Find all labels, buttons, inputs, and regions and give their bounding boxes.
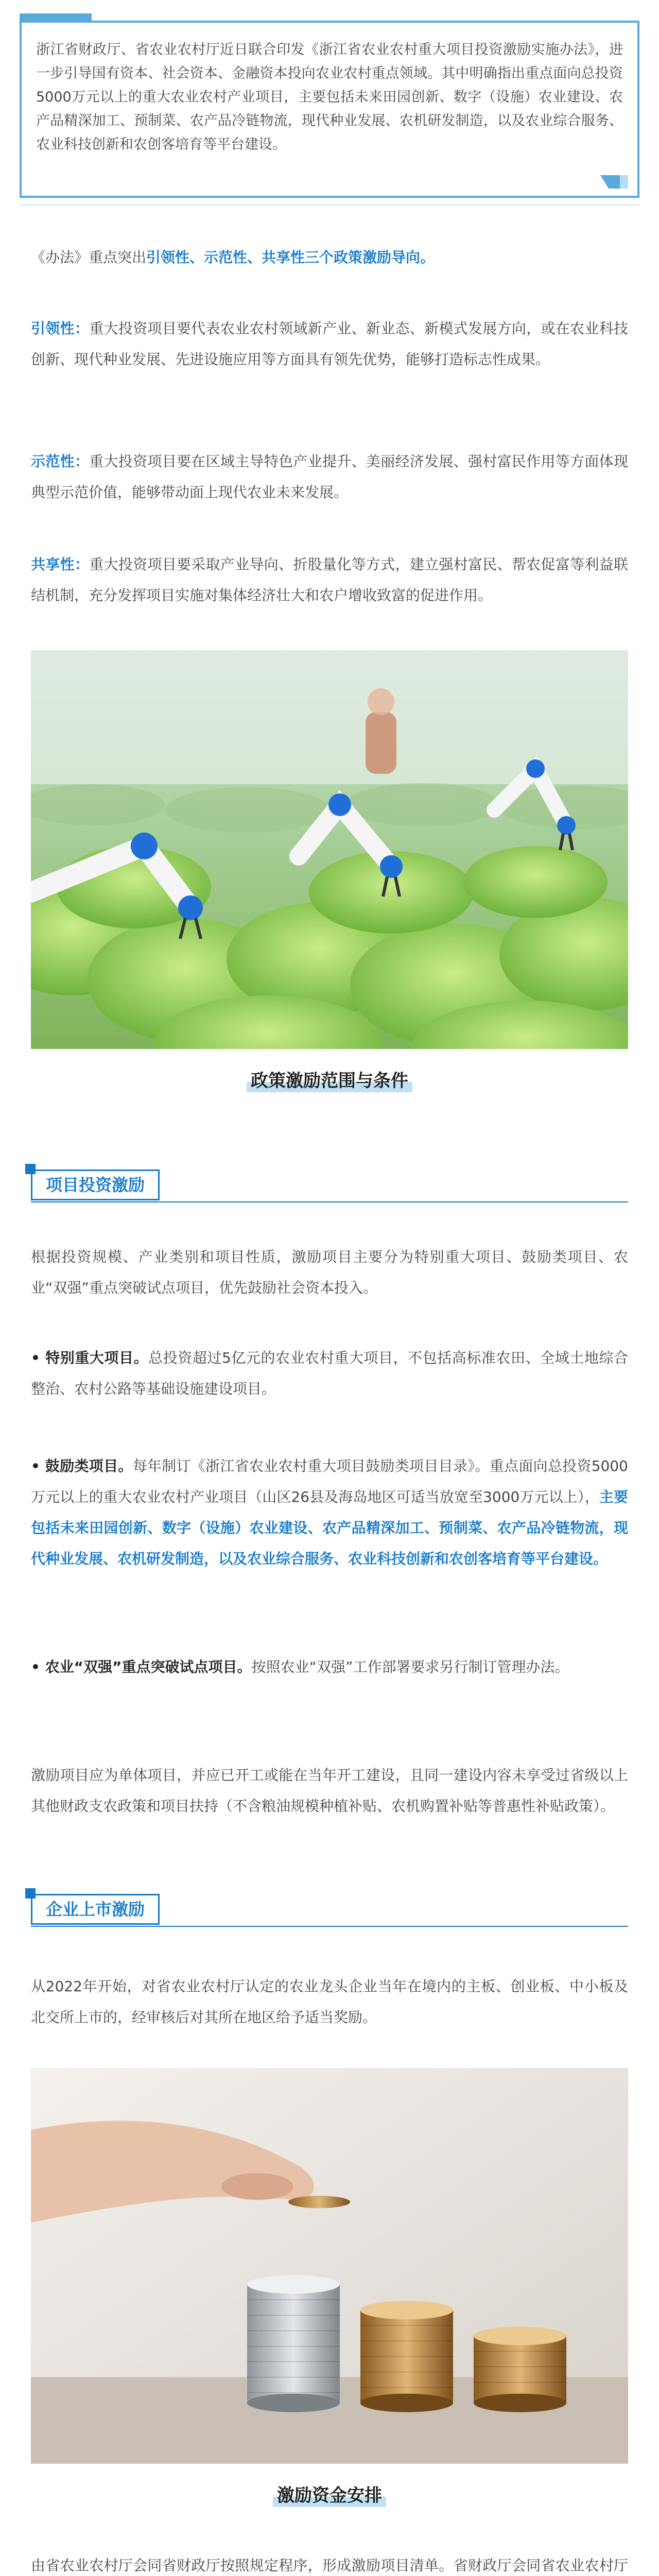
s1-intro-paragraph: 根据投资规模、产业类别和项目性质，激励项目主要分为特别重大项目、鼓励类项目、农业“双强”重点突破试点项目，优先鼓励社会资本投入。 (31, 1248, 628, 1296)
s1-major-project-label: • 特别重大项目。 (31, 1349, 149, 1366)
caption-policy-scope-text: 政策激励范围与条件 (247, 1070, 412, 1092)
greenhouse-robot-photo (31, 650, 628, 1049)
gongxiang-paragraph (31, 549, 628, 611)
shifan-paragraph (31, 446, 628, 508)
shifan-label: 示范性： (31, 453, 90, 470)
s3-list-paragraph: 由省农业农村厅会同省财政厅按照规定程序，形成激励项目清单。省财政厅会同省农业农村厅 (31, 2557, 628, 2574)
s1-encouraged-project-label: • 鼓励类项目。 (31, 1458, 133, 1475)
intro-text: 浙江省财政厅、省农业农村厅近日联合印发《浙江省农业农村重大项目投资激励实施办法》，进一步引导国有资本、社会资本、金融资本投向农业农村重点领域。其中明确指出重点面向总投资5000万元以上的重大农业农村产业项目，主要包括未来田园创新、数字（设施）农业建设、农产品精深加工、预制菜、农产品冷链物流，现代种业发展、农机研发制造，以及农业综合服务、农业科技创新和农创客培育等平台建设。 (36, 42, 623, 152)
section-title-project-investment: 项目投资激励 (31, 1170, 160, 1200)
guide-keywords: 引领性、示范性、共享性三个政策激励导向。 (146, 249, 435, 266)
section-underline (31, 1201, 628, 1202)
s1-major-project-text: 总投资超过5亿元的农业农村重大项目，不包括高标准农田、全域土地综合整治、农村公路等基础设施建设项目。 (31, 1349, 628, 1397)
s1-conditions-paragraph: 激励项目应为单体项目，并应已开工或能在当年开工建设，且同一建设内容未享受过省级以上其他财政支农政策和项目扶持（不含粮油规模种植补贴、农机购置补贴等普惠性补贴政策）。 (31, 1767, 628, 1815)
s1-dual-strong-paragraph (31, 1652, 628, 1683)
section-title-enterprise-listing: 企业上市激励 (31, 1894, 160, 1925)
s1-major-project-paragraph (31, 1343, 628, 1404)
yinling-text: 重大投资项目要代表农业农村领域新产业、新业态、新模式发展方向，或在农业科技创新、现代种业发展、先进设施应用等方面具有领先优势，能够打造标志性成果。 (31, 320, 628, 368)
caption-fund-arrangement-text: 激励资金安排 (273, 2484, 386, 2507)
guide-paragraph (31, 242, 628, 273)
s1-encouraged-project-paragraph (31, 1451, 628, 1574)
s1-encouraged-project-text: 每年制订《浙江省农业农村重大项目鼓励类项目目录》。重点面向总投资5000万元以上的重大农业农村产业项目（山区26县及海岛地区可适当放宽至3000万元以上）， (31, 1458, 628, 1505)
caption-fund-arrangement (0, 2484, 659, 2507)
caption-policy-scope (0, 1070, 659, 1092)
yinling-paragraph (31, 313, 628, 375)
gongxiang-label: 共享性： (31, 556, 90, 573)
section-underline (31, 1926, 628, 1927)
s1-encouraged-project-highlight: 主要包括未来田园创新、数字（设施）农业建设、农产品精深加工、预制菜、农产品冷链物流，现代种业发展、农机研发制造，以及农业综合服务、农业科技创新和农创客培育等平台建设。 (31, 1488, 628, 1567)
coin-stacks-photo (31, 2068, 628, 2464)
guide-prefix: 《办法》重点突出 (31, 249, 147, 266)
yinling-label: 引领性： (31, 320, 90, 337)
corner-decoration-icon (600, 175, 628, 189)
shifan-text: 重大投资项目要在区域主导特色产业提升、美丽经济发展、强村富民作用等方面体现典型示范价值，能够带动面上现代农业未来发展。 (31, 453, 628, 501)
gongxiang-text: 重大投资项目要采取产业导向、折股量化等方式，建立强村富民、帮农促富等利益联结机制，充分发挥项目实施对集体经济壮大和农户增收致富的促进作用。 (31, 556, 628, 604)
s1-dual-strong-label: • 农业“双强”重点突破试点项目。 (31, 1658, 252, 1675)
section-heading-project-investment (31, 1170, 160, 1202)
intro-box (20, 21, 639, 198)
s2-listing-paragraph: 从2022年开始，对省农业农村厅认定的农业龙头企业当年在境内的主板、创业板、中小板及北交所上市的，经审核后对其所在地区给予适当奖励。 (31, 1978, 628, 2026)
divider (20, 204, 639, 206)
s1-dual-strong-text: 按照农业“双强”工作部署要求另行制订管理办法。 (251, 1658, 569, 1675)
section-heading-enterprise-listing (31, 1894, 160, 1927)
